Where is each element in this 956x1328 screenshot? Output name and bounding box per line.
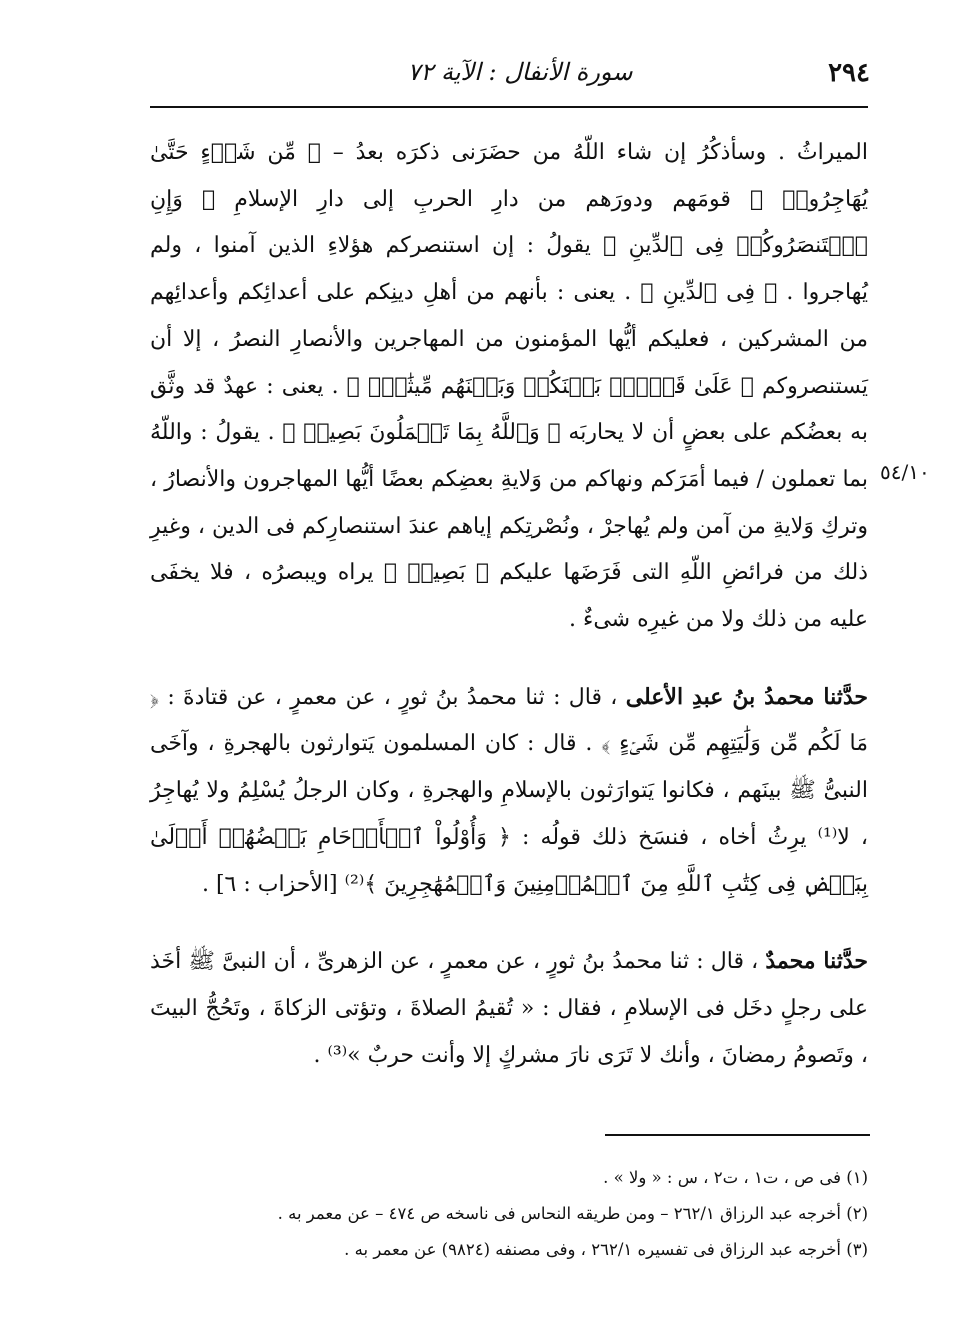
footnote-2: (٢) أخرجه عبد الرزاق ٢٦٢/١ – ومن طريقه النحاس فى ناسخه ص ٤٧٤ – عن معمر به . [277,1204,868,1223]
paragraph-3-text: ، قال : ثنا محمدُ بنُ ثورٍ ، عن معمرٍ ، عن الزهرىِّ ، أن النبىَّ ﷺ أخَذ على رجلٍ دخَل فى الإسلامِ ، فقال : « تُقيمُ الصلاةَ ، وتؤتى الزكاةَ ، وتَحُجُّ البيتَ ، وتَصومُ رمضانَ ، وأنك لا تَرَى نارَ مشركٍ إلا وأنت حربٌ »⁽³⁾ . [150,949,868,1068]
main-text [150,130,868,1079]
footnote-3: (٣) أخرجه عبد الرزاق فى تفسيره ٢٦٢/١ ، وفى مصنفه (٩٨٢٤) عن معمر به . [344,1240,868,1259]
paragraph-2-text: ، قال : ثنا محمدُ بنُ ثورٍ ، عن معمرٍ ، عن قتادةَ : ﴿ مَا لَكُم مِّن وَلَٰيَتِهِم مِّن شَىۡءٍ ﴾ . قال : كان المسلمون يَتوارثون بالهجرةِ ، وآخَى النبىُّ ﷺ بينَهم ، فكانوا يَتوارَثون بالإسلامِ والهجرةِ ، وكان الرجلُ يُسْلِمُ ولا يُهاجِرُ ، لا⁽¹⁾ يرِثُ أخاه ، فنسَخ ذلك قولُه : ﴿ وَأُوْلُواْ ٱلۡأَرۡحَامِ بَعۡضُهُمۡ أَوۡلَىٰ بِبَعۡضٖ فِى كِتَٰبِ ٱللَّهِ مِنَ ٱلۡمُؤۡمِنِينَ وَٱلۡمُهَٰجِرِينَ ﴾⁽²⁾ [الأحزاب : ٦] . [150,684,869,897]
paragraph-3 [150,938,868,1079]
margin-reference: ٥٤/١٠ [880,460,930,484]
paragraph-1: الميراثُ . وسأذكُرُ إن شاء اللّهُ من حضَرَنى ذكرَه بعدُ – ﴿ مِّن شَىۡءٍ حَتَّىٰ يُهَاجِرُواۚ ﴾ قومَهم ودورَهم من دارِ الحربِ إلى دارِ الإسلامِ ﴿ وَإِنِ ٱسۡتَنصَرُوكُمۡ فِى ٱلدِّينِ ﴾ يقولُ : إن استنصركم هؤلاءِ الذين آمنوا ، ولم يُهاجروا . ﴿ فِى ٱلدِّينِ ﴾ . يعنى : بأنهم من أهلِ دينِكم على أعدائِكم وأعدائِهم من المشركين ، فعليكم أيُّها المؤمنون من المهاجرين والأنصارِ النصرُ ، إلا أن يَستنصروكم ﴿ عَلَىٰ قَوۡمِۭ بَيۡنَكُمۡ وَبَيۡنَهُم مِّيثَٰقٌۗ ﴾ . يعنى : عهدٌ قد وثَّق به بعضُكم على بعضٍ أن لا يحاربَه ﴿ وَٱللَّهُ بِمَا تَعۡمَلُونَ بَصِيرٞ ﴾ . يقولُ : واللّهُ بما تعملون / فيما أمَرَكم ونهاكم من وَلايةِ بعضِكم بعضًا أيُّها المهاجرون والأنصارُ ، وتركِ وَلايةِ من آمن ولم يُهاجرْ ، ونُصْرتِكم إياهم عندَ استنصارِكم فى الدين ، وغيرِ ذلك من فرائضِ اللّهِ التى فَرَضَها عليكم ﴿ بَصِيرٞ ﴾ يراه ويبصرُه ، فلا يخفَى عليه من ذلك ولا من غيرِه شىءٌ . [150,140,868,633]
isnad-lead: حدَّثنا محمدٌ [765,948,868,975]
page-number: ٢٩٤ [828,58,870,88]
footnote-rule [605,1134,870,1136]
footnote-1: (١) فى ص ، ت١ ، ت٢ ، س : « ولا » . [603,1168,868,1187]
paragraph-gap [150,644,868,674]
footnotes [150,1160,868,1268]
paragraph-2 [150,674,868,909]
header-rule [150,106,868,108]
paragraph-gap [150,908,868,938]
isnad-lead: حدَّثنا محمدُ بنُ عبدِ الأعلى [625,683,868,710]
running-title: سورة الأنفال : الآية ٧٢ [407,58,633,86]
